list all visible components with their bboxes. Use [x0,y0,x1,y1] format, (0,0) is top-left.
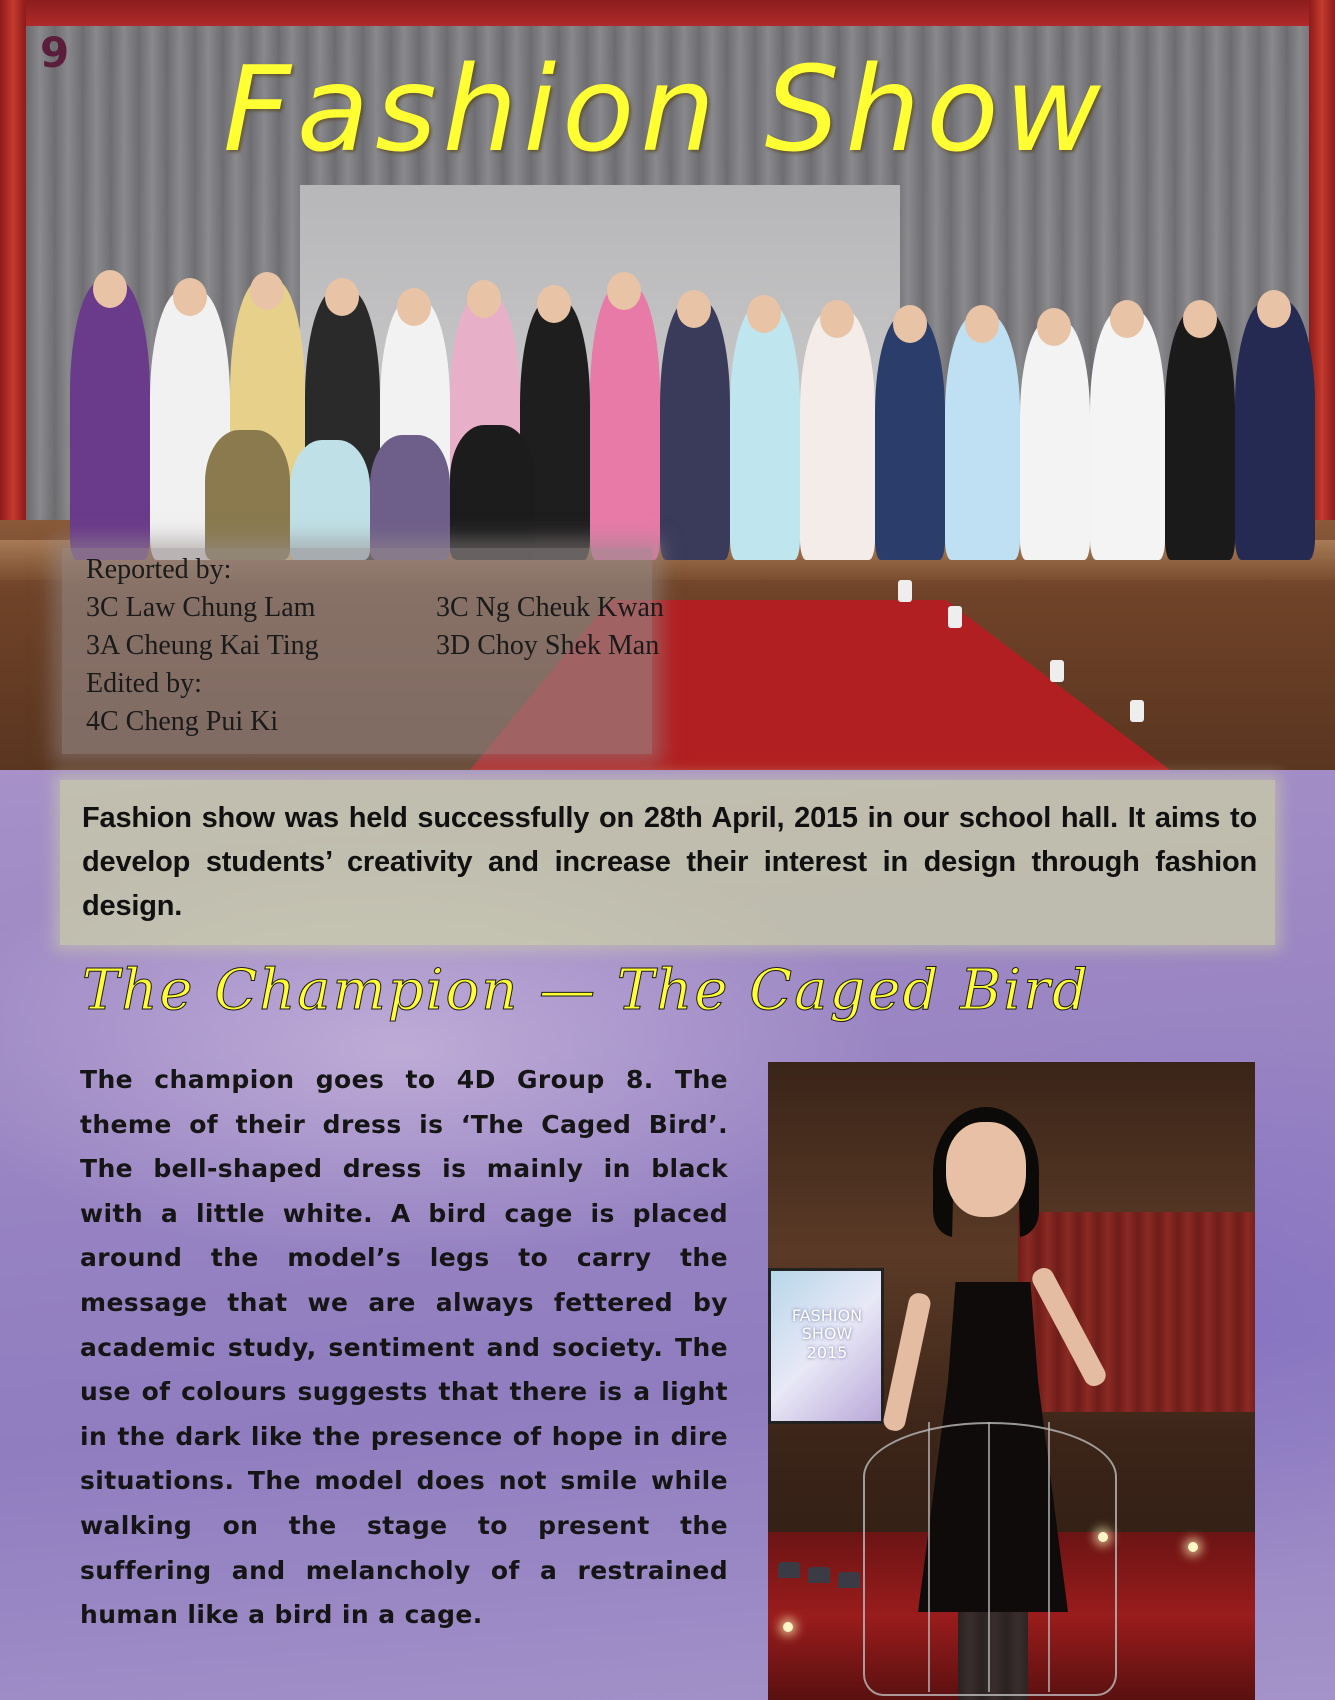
student-head [747,295,781,333]
student-head [677,290,711,328]
student-head [1037,308,1071,346]
students-group [55,250,1335,560]
student-head [820,300,854,338]
runway-light [1050,660,1064,682]
runway-light [948,606,962,628]
student-head [173,278,207,316]
student-head [1110,300,1144,338]
cage-bar [928,1422,930,1692]
runway-light [1130,700,1144,722]
student-head [1257,290,1291,328]
student-head [893,305,927,343]
red-curtain-top [0,0,1335,26]
photo-seat [778,1562,800,1578]
student-head [467,280,501,318]
student [1235,300,1315,560]
student-head [1183,300,1217,338]
page-number: 9 [40,28,70,77]
photo-seat [808,1567,830,1583]
student-head [537,285,571,323]
cage-bar [1048,1422,1050,1692]
student [875,315,945,560]
credits-box [62,548,664,754]
student-head [325,278,359,316]
student [1165,310,1235,560]
photo-seat [838,1572,860,1588]
student-kneeling [450,425,535,560]
group-photo [0,0,1335,770]
student [660,300,730,560]
student [70,280,150,560]
reported-by-label: Reported by: [86,554,232,585]
student [945,315,1020,560]
student-head [607,272,641,310]
champion-photo [768,1062,1255,1700]
reporter-name: 3C Law Chung Lam [86,592,316,623]
champion-description: The champion goes to 4D Group 8. The theme of their dress is ‘The Caged Bird’. The bell-shaped dress is mainly in black with a little white. A bird cage is placed around the model’s legs to carry the message that we are always fettered by academic study, sentiment and society. The use of colours suggests that there is a light in the dark like the presence of hope in dire situations. The model does not smile while walking on the stage to present the suffering and melancholy of a restrained human like a bird in a cage. [80,1065,728,1630]
intro-box [60,780,1275,945]
editor-name: 4C Cheng Pui Ki [86,706,279,737]
runway-light [898,580,912,602]
champion-heading: The Champion — The Caged Bird [82,958,1090,1023]
student [590,285,660,560]
model-face [946,1122,1026,1217]
student [800,310,875,560]
photo-projector-screen [768,1268,884,1424]
student-kneeling [370,435,450,560]
photo-screen-text: FASHION SHOW 2015 [791,1306,863,1362]
student-head [965,305,999,343]
model-arm [882,1291,933,1433]
student-head [397,288,431,326]
student-kneeling [205,430,290,560]
photo-spotlight [1188,1542,1198,1552]
reporter-name: 3D Choy Shek Man [436,630,660,661]
reporter-name: 3A Cheung Kai Ting [86,630,319,661]
edited-by-label: Edited by: [86,668,202,699]
page-title: Fashion Show [222,40,1108,178]
reporter-name: 3C Ng Cheuk Kwan [436,592,664,623]
bird-cage [863,1422,1117,1696]
photo-spotlight [783,1622,793,1632]
red-curtain-left [0,0,26,560]
student-head [250,272,284,310]
student [730,305,800,560]
cage-bar [988,1422,990,1692]
student-kneeling [290,440,370,560]
student [1020,320,1090,560]
student-head [93,270,127,308]
student [1090,310,1165,560]
intro-text: Fashion show was held successfully on 28th April, 2015 in our school hall. It aims to develop students’ creativity and increase their interest in design through fashion design. [82,802,1257,922]
